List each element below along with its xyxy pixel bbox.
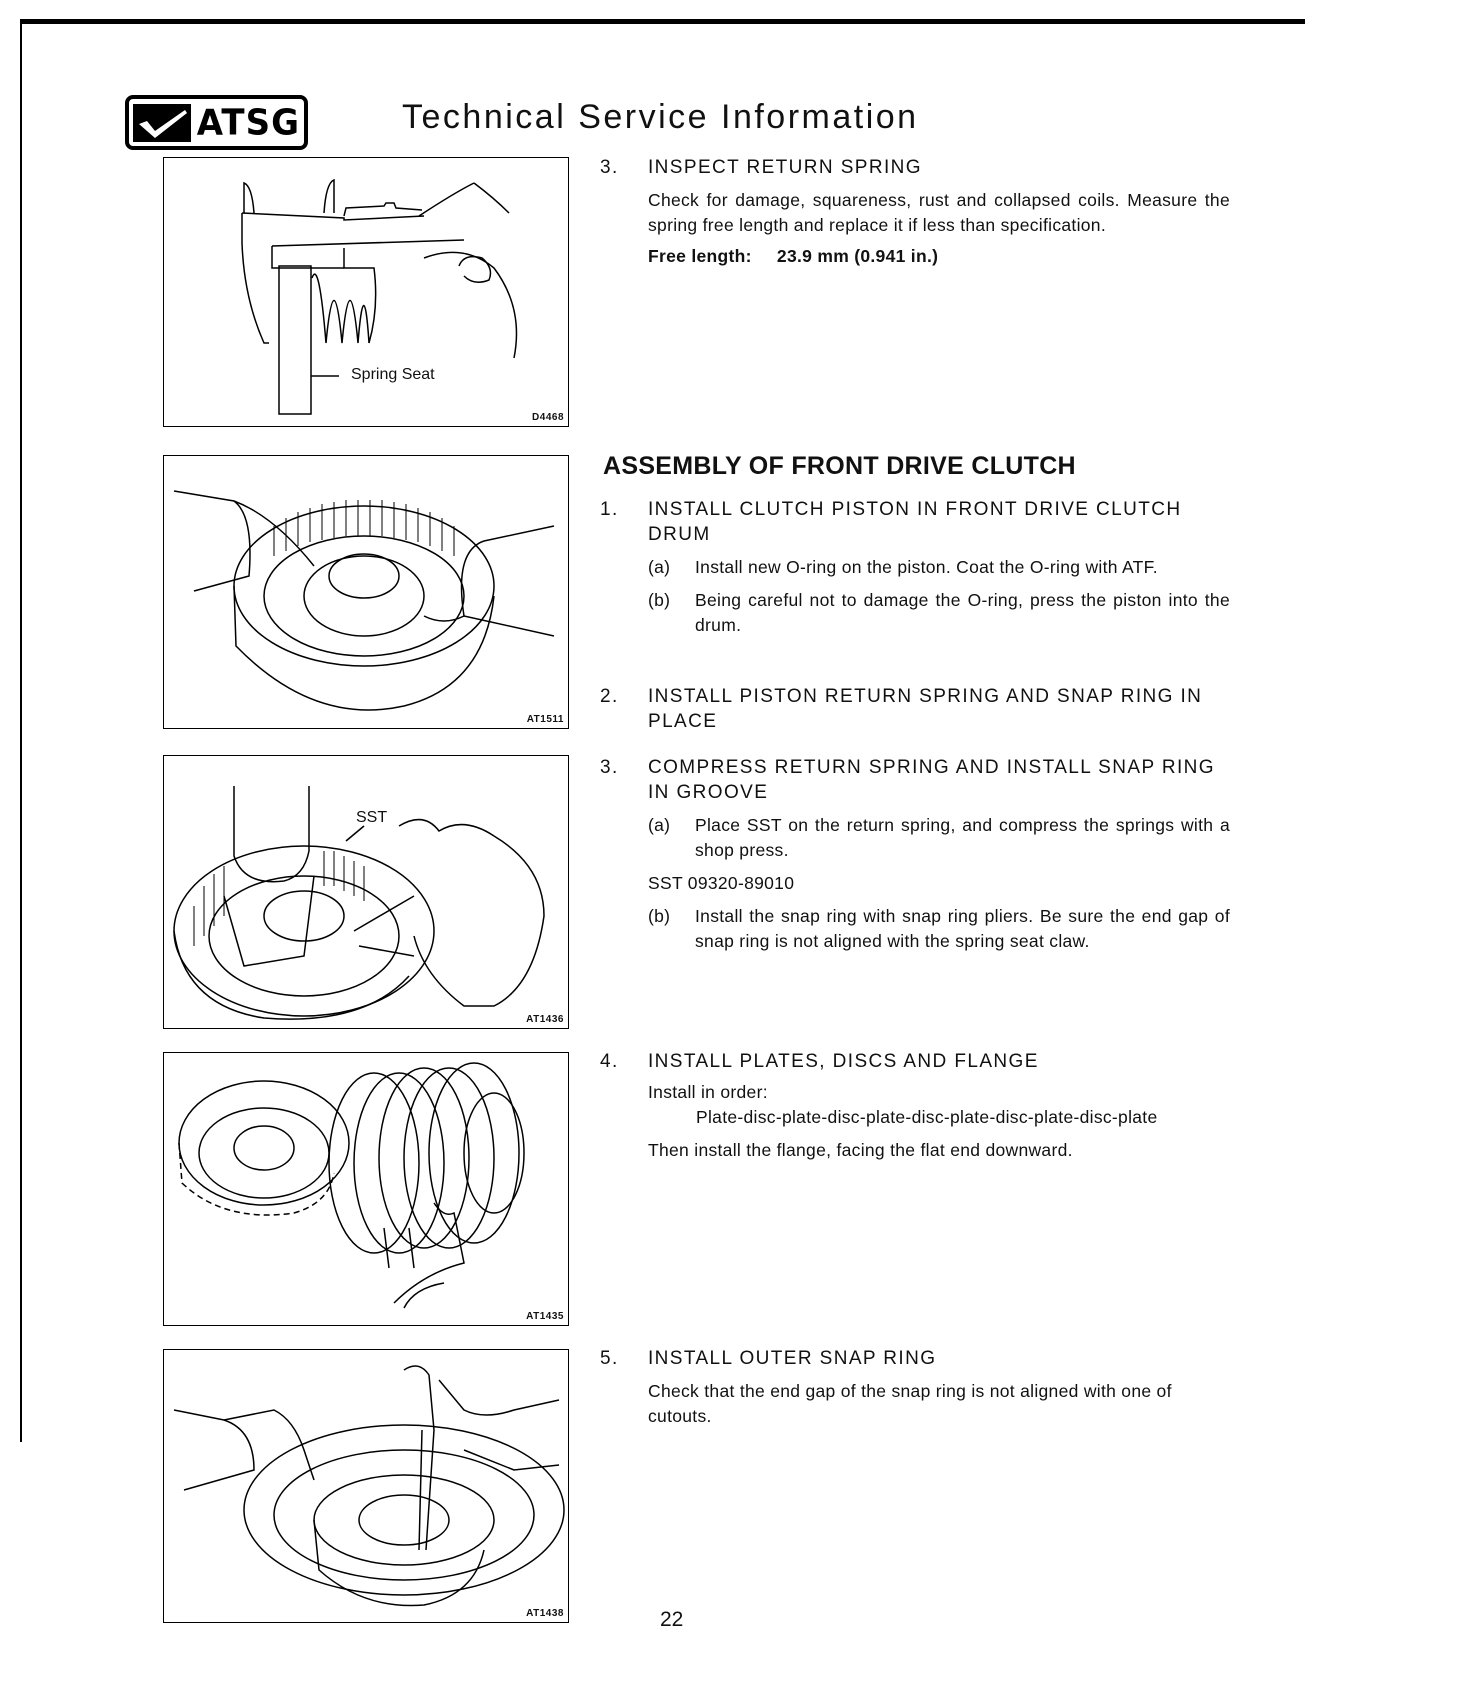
figure-code: D4468	[532, 412, 564, 423]
checkmark-icon	[133, 104, 191, 142]
figure-piston-drum	[163, 455, 569, 729]
sub-step	[648, 904, 1230, 954]
step-number: 4.	[600, 1051, 619, 1072]
step-title: INSTALL PISTON RETURN SPRING AND SNAP RING IN PLACE	[648, 686, 1203, 732]
spec-value: 23.9 mm (0.941 in.)	[776, 246, 939, 266]
left-border-rule	[20, 22, 22, 1442]
sub-step-label: (b)	[648, 906, 671, 926]
step-title: INSTALL CLUTCH PISTON IN FRONT DRIVE CLUTCH DRUM	[648, 499, 1182, 545]
figure-code: AT1435	[526, 1311, 564, 1322]
sub-step	[648, 813, 1230, 863]
step-number: 2.	[600, 686, 619, 707]
free-length-spec	[648, 246, 1230, 267]
step-title: COMPRESS RETURN SPRING AND INSTALL SNAP RING IN GROOVE	[648, 757, 1215, 803]
spring-seat-label: Spring Seat	[351, 366, 435, 383]
logo-text: ATSG	[196, 101, 300, 144]
sub-step-label: (b)	[648, 590, 671, 610]
install-order-intro: Install in order:	[648, 1082, 768, 1102]
sub-step	[648, 588, 1230, 638]
sub-step-text: Place SST on the return spring, and compress the springs with a shop press.	[695, 815, 1230, 860]
assembly-step-4	[600, 1049, 1230, 1163]
atsg-logo	[125, 95, 308, 150]
step-number: 3.	[600, 157, 619, 178]
step-number: 1.	[600, 499, 619, 520]
top-border-rule	[20, 19, 1305, 24]
step-title: INSPECT RETURN SPRING	[648, 157, 922, 178]
sst-part-number: SST 09320-89010	[648, 873, 795, 893]
section-title: ASSEMBLY OF FRONT DRIVE CLUTCH	[603, 452, 1076, 480]
figure-code: AT1511	[526, 714, 564, 725]
assembly-step-3	[600, 755, 1230, 954]
sub-step-text: Install the snap ring with snap ring pliers. Be sure the end gap of snap ring is not aligned with the spring seat claw.	[695, 906, 1230, 951]
step-body: Check that the end gap of the snap ring is not aligned with one of cutouts.	[648, 1381, 1172, 1426]
sub-step-text: Install new O-ring on the piston. Coat the O-ring with ATF.	[695, 557, 1158, 577]
install-order-sequence: Plate-disc-plate-disc-plate-disc-plate-disc-plate-disc-plate	[696, 1107, 1158, 1127]
sub-step-label: (a)	[648, 557, 671, 577]
sst-label: SST	[356, 809, 388, 826]
assembly-step-5	[600, 1346, 1230, 1429]
page-header-title: Technical Service Information	[402, 98, 919, 136]
sub-step	[648, 555, 1230, 580]
step-body: Check for damage, squareness, rust and collapsed coils. Measure the spring free length and replace it if less than specification.	[648, 190, 1230, 235]
step-title: INSTALL OUTER SNAP RING	[648, 1348, 937, 1369]
sst-press-illustration	[164, 756, 568, 1028]
figure-code: AT1436	[526, 1014, 564, 1025]
flange-note: Then install the flange, facing the flat end downward.	[648, 1140, 1073, 1160]
figure-outer-snap-ring	[163, 1349, 569, 1623]
outer-snap-ring-illustration	[164, 1350, 568, 1622]
clutch-drum-illustration	[164, 456, 568, 728]
caliper-illustration	[164, 158, 568, 426]
step-title: INSTALL PLATES, DISCS AND FLANGE	[648, 1051, 1039, 1072]
page-number: 22	[660, 1608, 684, 1631]
figure-sst-snap-ring	[163, 755, 569, 1029]
assembly-step-2	[600, 684, 1230, 734]
figure-code: AT1438	[526, 1608, 564, 1619]
step-number: 3.	[600, 757, 619, 778]
figure-spring-caliper	[163, 157, 569, 427]
sub-step-text: Being careful not to damage the O-ring, press the piston into the drum.	[695, 590, 1230, 635]
assembly-step-1	[600, 497, 1230, 638]
sub-step-label: (a)	[648, 815, 671, 835]
inspect-return-spring-step	[600, 155, 1230, 267]
plates-discs-illustration	[164, 1053, 568, 1325]
spec-label: Free length:	[648, 246, 752, 266]
figure-plates-discs	[163, 1052, 569, 1326]
step-number: 5.	[600, 1348, 619, 1369]
